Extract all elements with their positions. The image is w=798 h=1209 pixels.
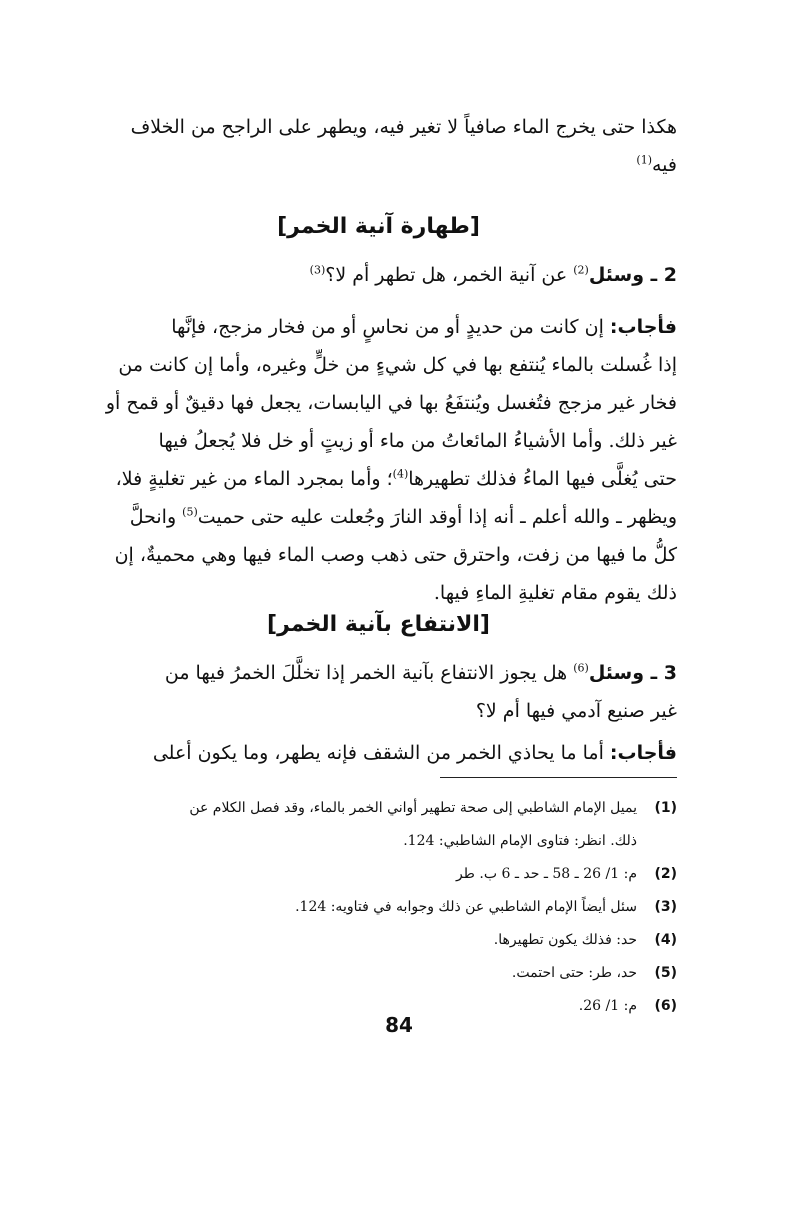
question-3: 3 ـ وسئل$^{(6)}$ هل يجوز الانتفاع بآنية الخمر إذا تخلَّلَ الخمرُ فيها من غير صنيع آدمي فيها أم لا؟ [164,661,677,722]
footnote: (5) حد، طر: حتى احتمت. [511,965,677,981]
intro-line: فيه$^{(1)}$ [636,153,677,176]
question-label: 3 ـ وسئل [588,662,677,684]
section-heading: [طهارة آنية الخمر] [277,214,480,239]
footnote: (6) م: 1/ 26. [578,998,677,1014]
answer-3: فأجاب: أما ما يحاذي الخمر من الشقف فإنه يطهر، وما يكون أعلى [152,742,677,764]
intro-paragraph [80,108,677,184]
footnote: (2) م: 1/ 26 ـ 58 ـ حد ـ 6 ب. طر [456,866,677,882]
footnote: (3) سئل أيضاً الإمام الشاطبي عن ذلك وجوابه في فتاويه: 124. [295,899,677,915]
question-label: 2 ـ وسئل [588,264,677,286]
footnote-ref: (6) [573,661,589,675]
footnotes [80,792,677,1023]
answer-2: فأجاب: إن كانت من حديدٍ أو من نحاسٍ أو من فخار مزجج، فإنَّها إذا غُسلت بالماء يُنتفع بها في كل شيءٍ من خلٍّ وغيره، وأما إن كانت من فخار غير مزجج فتُغسل ويُنتفَعُ بها في اليابسات، يجعل فها دقيقٌ أو قمح أو غير ذلك. وأما الأشياءُ المائعاتُ من ماء أو زيتٍ أو خل فلا يُجعلُ فيها حتى يُغلَّى فيها الماءُ فذلك تطهيرها$^{(4)}$؛ وأما بمجرد الماء من غير تغليةٍ فلا، ويظهر ـ والله أعلم ـ أنه إذا أوقد النارَ وجُعلت عليه حتى حميت$^{(5)}$ وانحلَّ كلُّ ما فيها من زفت، واحترق حتى ذهب وصب الماء فيها وهي محميةٌ، إن ذلك يقوم مقام تغليةِ الماءِ فيها. [105,316,677,604]
footnote: (1) يميل الإمام الشاطبي إلى صحة تطهير أواني الخمر بالماء، وقد فصل الكلام عن ذلك. انظر: فتاوى الإمام الشاطبي: 124. [189,800,677,849]
footnote-ref: (2) [573,263,589,277]
answer-label: فأجاب: [609,316,677,338]
section-heading: [الانتفاع بآنية الخمر] [267,612,490,637]
footnote-ref: (1) [636,153,652,167]
footnote-separator [440,777,677,778]
footnote: (4) حد: فذلك يكون تطهيرها. [493,932,677,948]
page-number: 84 [385,1013,413,1037]
answer-label: فأجاب: [609,742,677,764]
intro-line: هكذا حتى يخرج الماء صافياً لا تغير فيه، ويطهر على الراجح من الخلاف [130,116,677,138]
footnote-ref: (3) [309,263,326,277]
footnote-ref: (4) [392,467,409,481]
question-2: 2 ـ وسئل$^{(2)}$ عن آنية الخمر، هل تطهر أم لا؟$^{(3)}$ [309,263,677,286]
footnote-ref: (5) [182,505,198,519]
